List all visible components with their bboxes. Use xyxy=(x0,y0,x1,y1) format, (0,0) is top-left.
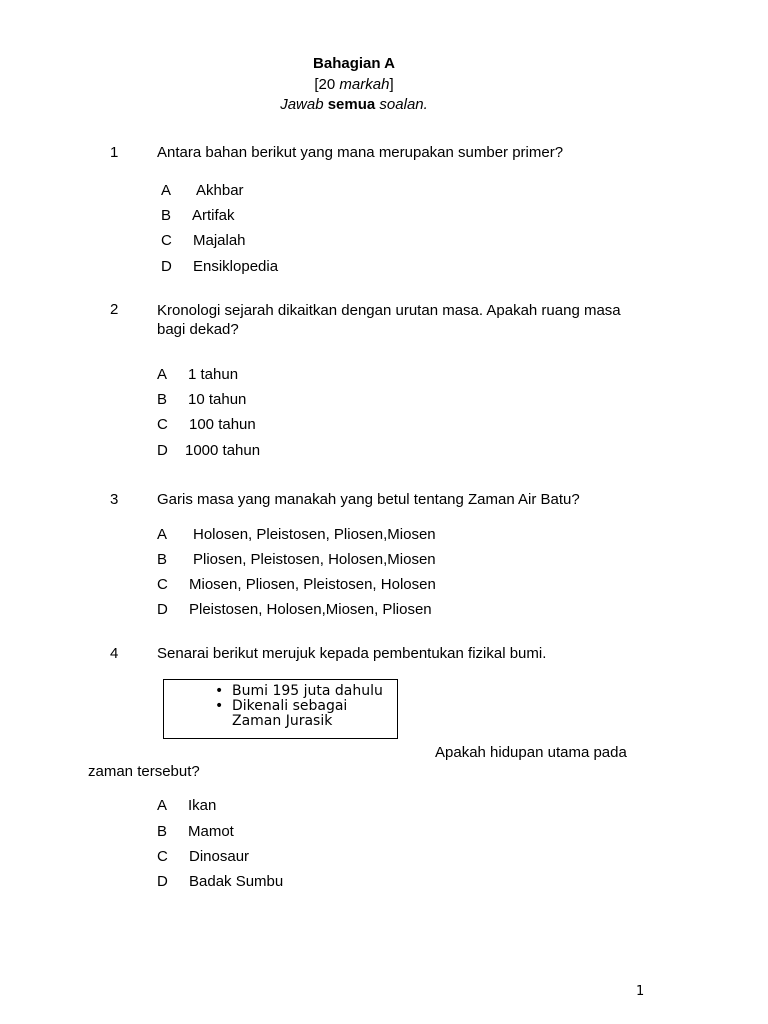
q4-option-d-letter: D xyxy=(157,873,168,890)
q4-option-b-text: Mamot xyxy=(188,823,234,840)
q4-option-b-letter: B xyxy=(157,823,168,840)
instruction-line xyxy=(204,96,504,114)
q2-option-b-letter: B xyxy=(157,391,168,408)
info-box-item xyxy=(215,698,372,729)
instruction-part1: Jawab xyxy=(280,96,324,113)
q3-option-d-letter: D xyxy=(157,601,168,618)
q2-option-a-text: 1 tahun xyxy=(188,366,239,383)
q2-option-d-text: 1000 tahun xyxy=(185,442,261,459)
question-3-number: 3 xyxy=(110,491,119,508)
question-2-text: Kronologi sejarah dikaitkan dengan urutan masa. Apakah ruang masa bagi dekad? xyxy=(157,302,621,338)
question-4-text: Senarai berikut merujuk kepada pembentukan fizikal bumi. xyxy=(157,645,547,662)
bullet-icon: • xyxy=(215,698,224,714)
info-box-item xyxy=(215,683,397,699)
info-box-list xyxy=(164,684,397,729)
marks-close: ] xyxy=(389,76,394,93)
q2-option-b-text: 10 tahun xyxy=(188,391,247,408)
question-4-followup-1: Apakah hidupan utama pada xyxy=(435,744,627,761)
instruction-part2: semua xyxy=(327,96,376,113)
q3-option-d-text: Pleistosen, Holosen,Miosen, Pliosen xyxy=(189,601,432,618)
question-2-number: 2 xyxy=(110,301,119,318)
section-title: Bahagian A xyxy=(313,55,395,72)
question-3-text: Garis masa yang manakah yang betul tentang Zaman Air Batu? xyxy=(157,491,580,508)
q2-option-a-letter: A xyxy=(157,366,168,383)
instruction-part3: soalan. xyxy=(379,96,428,113)
marks-line xyxy=(254,76,454,94)
q4-option-a-letter: A xyxy=(157,797,168,814)
question-4-followup-2: zaman tersebut? xyxy=(88,763,200,780)
page-number: 1 xyxy=(636,984,645,999)
bullet-icon: • xyxy=(215,683,224,699)
info-box xyxy=(163,679,398,739)
q3-option-c-text: Miosen, Pliosen, Pleistosen, Holosen xyxy=(189,576,436,593)
q4-option-c-text: Dinosaur xyxy=(189,848,250,865)
q4-option-a-text: Ikan xyxy=(188,797,217,814)
q3-option-b-letter: B xyxy=(157,551,168,568)
q3-option-a-text: Holosen, Pleistosen, Pliosen,Miosen xyxy=(193,526,436,543)
info-box-item-text: Dikenali sebagai Zaman Jurasik xyxy=(232,698,348,729)
marks-italic: markah xyxy=(339,76,390,93)
question-1-text: Antara bahan berikut yang mana merupakan sumber primer? xyxy=(157,144,564,161)
q1-option-d-letter: D xyxy=(161,258,172,275)
q1-option-a-text: Akhbar xyxy=(196,182,244,199)
q1-option-c-letter: C xyxy=(161,232,172,249)
q1-option-c-text: Majalah xyxy=(193,232,246,249)
q4-option-c-letter: C xyxy=(157,848,168,865)
q3-option-b-text: Pliosen, Pleistosen, Holosen,Miosen xyxy=(193,551,436,568)
q1-option-a-letter: A xyxy=(161,182,172,199)
question-4-number: 4 xyxy=(110,645,119,662)
q2-option-c-text: 100 tahun xyxy=(189,416,256,433)
q2-option-d-letter: D xyxy=(157,442,168,459)
q1-option-b-text: Artifak xyxy=(192,207,235,224)
info-box-item-text: Bumi 195 juta dahulu xyxy=(232,683,383,699)
q1-option-d-text: Ensiklopedia xyxy=(193,258,279,275)
q1-option-b-letter: B xyxy=(161,207,172,224)
marks-open: [20 xyxy=(314,76,340,93)
q2-option-c-letter: C xyxy=(157,416,168,433)
q3-option-c-letter: C xyxy=(157,576,168,593)
q4-option-d-text: Badak Sumbu xyxy=(189,873,284,890)
question-1-number: 1 xyxy=(110,144,119,161)
q3-option-a-letter: A xyxy=(157,526,168,543)
